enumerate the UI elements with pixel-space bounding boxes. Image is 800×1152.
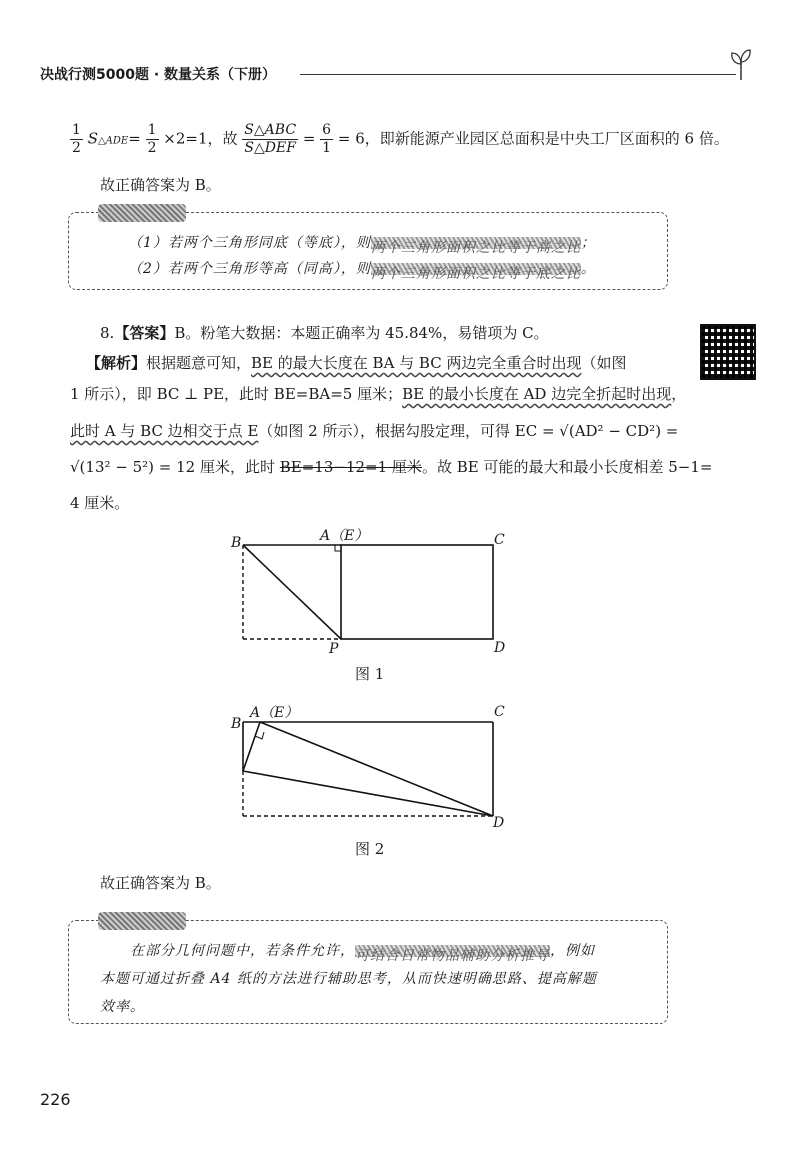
fig1-label-C: C (494, 532, 505, 548)
analysis-text: （如图 2 所示），根据勾股定理，可得 EC = √(AD² − CD²) = (258, 422, 679, 440)
fraction-denominator: S△DEF (244, 140, 296, 156)
analysis-text: 根据题意可知， (146, 354, 252, 372)
smudged-text: 可结合日常物品辅助分析推导 (355, 945, 550, 957)
tip-text: 在部分几何问题中，若条件允许， (130, 943, 355, 959)
q8-answer-line (100, 322, 549, 344)
formula-text: = 6，即新能源产业园区总面积是中央工厂区面积的 6 倍。 (337, 129, 729, 148)
answer-line: 故正确答案为 B。 (100, 874, 221, 892)
fraction-denominator: 2 (72, 140, 81, 156)
tip-text: ； (580, 235, 596, 251)
tip-text: （2）若两个三角形等高（同高），则 (128, 261, 371, 277)
analysis-line-4 (70, 456, 712, 478)
sprout-icon (728, 46, 754, 80)
fraction-numerator: 1 (72, 122, 81, 138)
emphasis-text: 此时 A 与 BC 边相交于点 E (70, 422, 259, 440)
fraction-numerator: 6 (322, 122, 332, 138)
analysis-line-3 (70, 420, 678, 442)
equals-sign: = (128, 129, 141, 148)
tip-tag-badge (98, 204, 186, 222)
fig2-label-AE: A（E） (250, 705, 299, 721)
qr-code[interactable] (700, 324, 756, 380)
fraction-numerator: S△ABC (244, 122, 297, 138)
emphasis-text: BE 的最大长度在 BA 与 BC 两边完全重合时出现 (251, 354, 582, 372)
fold-edge-BA (243, 722, 260, 771)
tip-text: （1）若两个三角形同底（等底），则 (128, 235, 371, 251)
tip2-line-1 (130, 940, 595, 964)
tip2-line-3: 效率。 (100, 999, 145, 1015)
fig2-caption: 图 2 (355, 840, 385, 858)
analysis-text: （如图 (581, 354, 627, 372)
formula-line (70, 122, 729, 157)
analysis-tag: 【解析】 (86, 354, 147, 372)
emphasis-text: BE=13−12=1 厘米 (279, 458, 422, 476)
fig2-label-C: C (494, 704, 505, 720)
fig1-label-D: D (494, 640, 506, 656)
smudged-text: 两个三角形面积之比等于高之比 (371, 237, 581, 249)
analysis-text: 。故 BE 可能的最大和最小长度相差 5−1= (421, 458, 713, 476)
tip-text: 。 (580, 261, 596, 277)
fig2-label-B: B (231, 716, 242, 732)
area-symbol: S (87, 129, 98, 148)
answer-line: 故正确答案为 B。 (100, 176, 221, 194)
fraction (70, 122, 83, 157)
right-angle-mark (335, 545, 341, 551)
fold-line-AD (260, 722, 493, 816)
formula-text: ×2=1，故 (163, 129, 238, 148)
analysis-text: 1 所示），即 BC ⊥ PE，此时 BE=BA=5 厘米； (70, 385, 403, 403)
page-number: 226 (40, 1090, 71, 1109)
diagonal-BP (243, 545, 341, 639)
fig1-label-B: B (231, 535, 242, 551)
tip2-line-2: 本题可通过折叠 A4 纸的方法进行辅助思考，从而快速明确思路、提高解题 (100, 971, 597, 987)
fig1-caption: 图 1 (355, 665, 385, 683)
question-number: 8. (100, 324, 115, 342)
running-header-title: 决战行测5000题 · 数量关系（下册） (40, 67, 277, 83)
tip-line-1 (128, 232, 596, 256)
tip-text: ，例如 (550, 943, 595, 959)
fraction-numerator: 1 (147, 122, 157, 138)
header-rule (300, 74, 736, 75)
fraction (320, 122, 333, 157)
emphasis-text: BE 的最小长度在 AD 边完全折起时出现 (402, 385, 672, 403)
fraction (242, 122, 298, 157)
fraction (146, 122, 159, 157)
area-subscript: △ADE (97, 135, 129, 147)
fig1-label-AE: A（E） (320, 528, 369, 544)
tip-line-2 (128, 258, 596, 282)
answer-tag: 【答案】 (114, 324, 175, 342)
rect-solid (341, 545, 493, 639)
fig1-label-P: P (329, 641, 339, 657)
analysis-text: √(13² − 5²) = 12 厘米，此时 (70, 458, 280, 476)
fraction-denominator: 2 (147, 140, 157, 156)
figure-2 (225, 708, 525, 838)
analysis-line-5: 4 厘米。 (70, 494, 130, 512)
equals-sign: = (302, 129, 316, 148)
fraction-denominator: 1 (322, 140, 332, 156)
smudged-text: 两个三角形面积之比等于底之比 (371, 263, 581, 275)
analysis-line-1 (86, 352, 627, 374)
fig2-label-D: D (493, 815, 505, 831)
answer-text: B。粉笔大数据：本题正确率为 45.84%，易错项为 C。 (174, 324, 549, 342)
analysis-text: ， (671, 385, 687, 403)
fold-edge-to-D (243, 771, 493, 816)
analysis-line-2 (70, 383, 686, 405)
tip-tag-badge (98, 912, 186, 930)
